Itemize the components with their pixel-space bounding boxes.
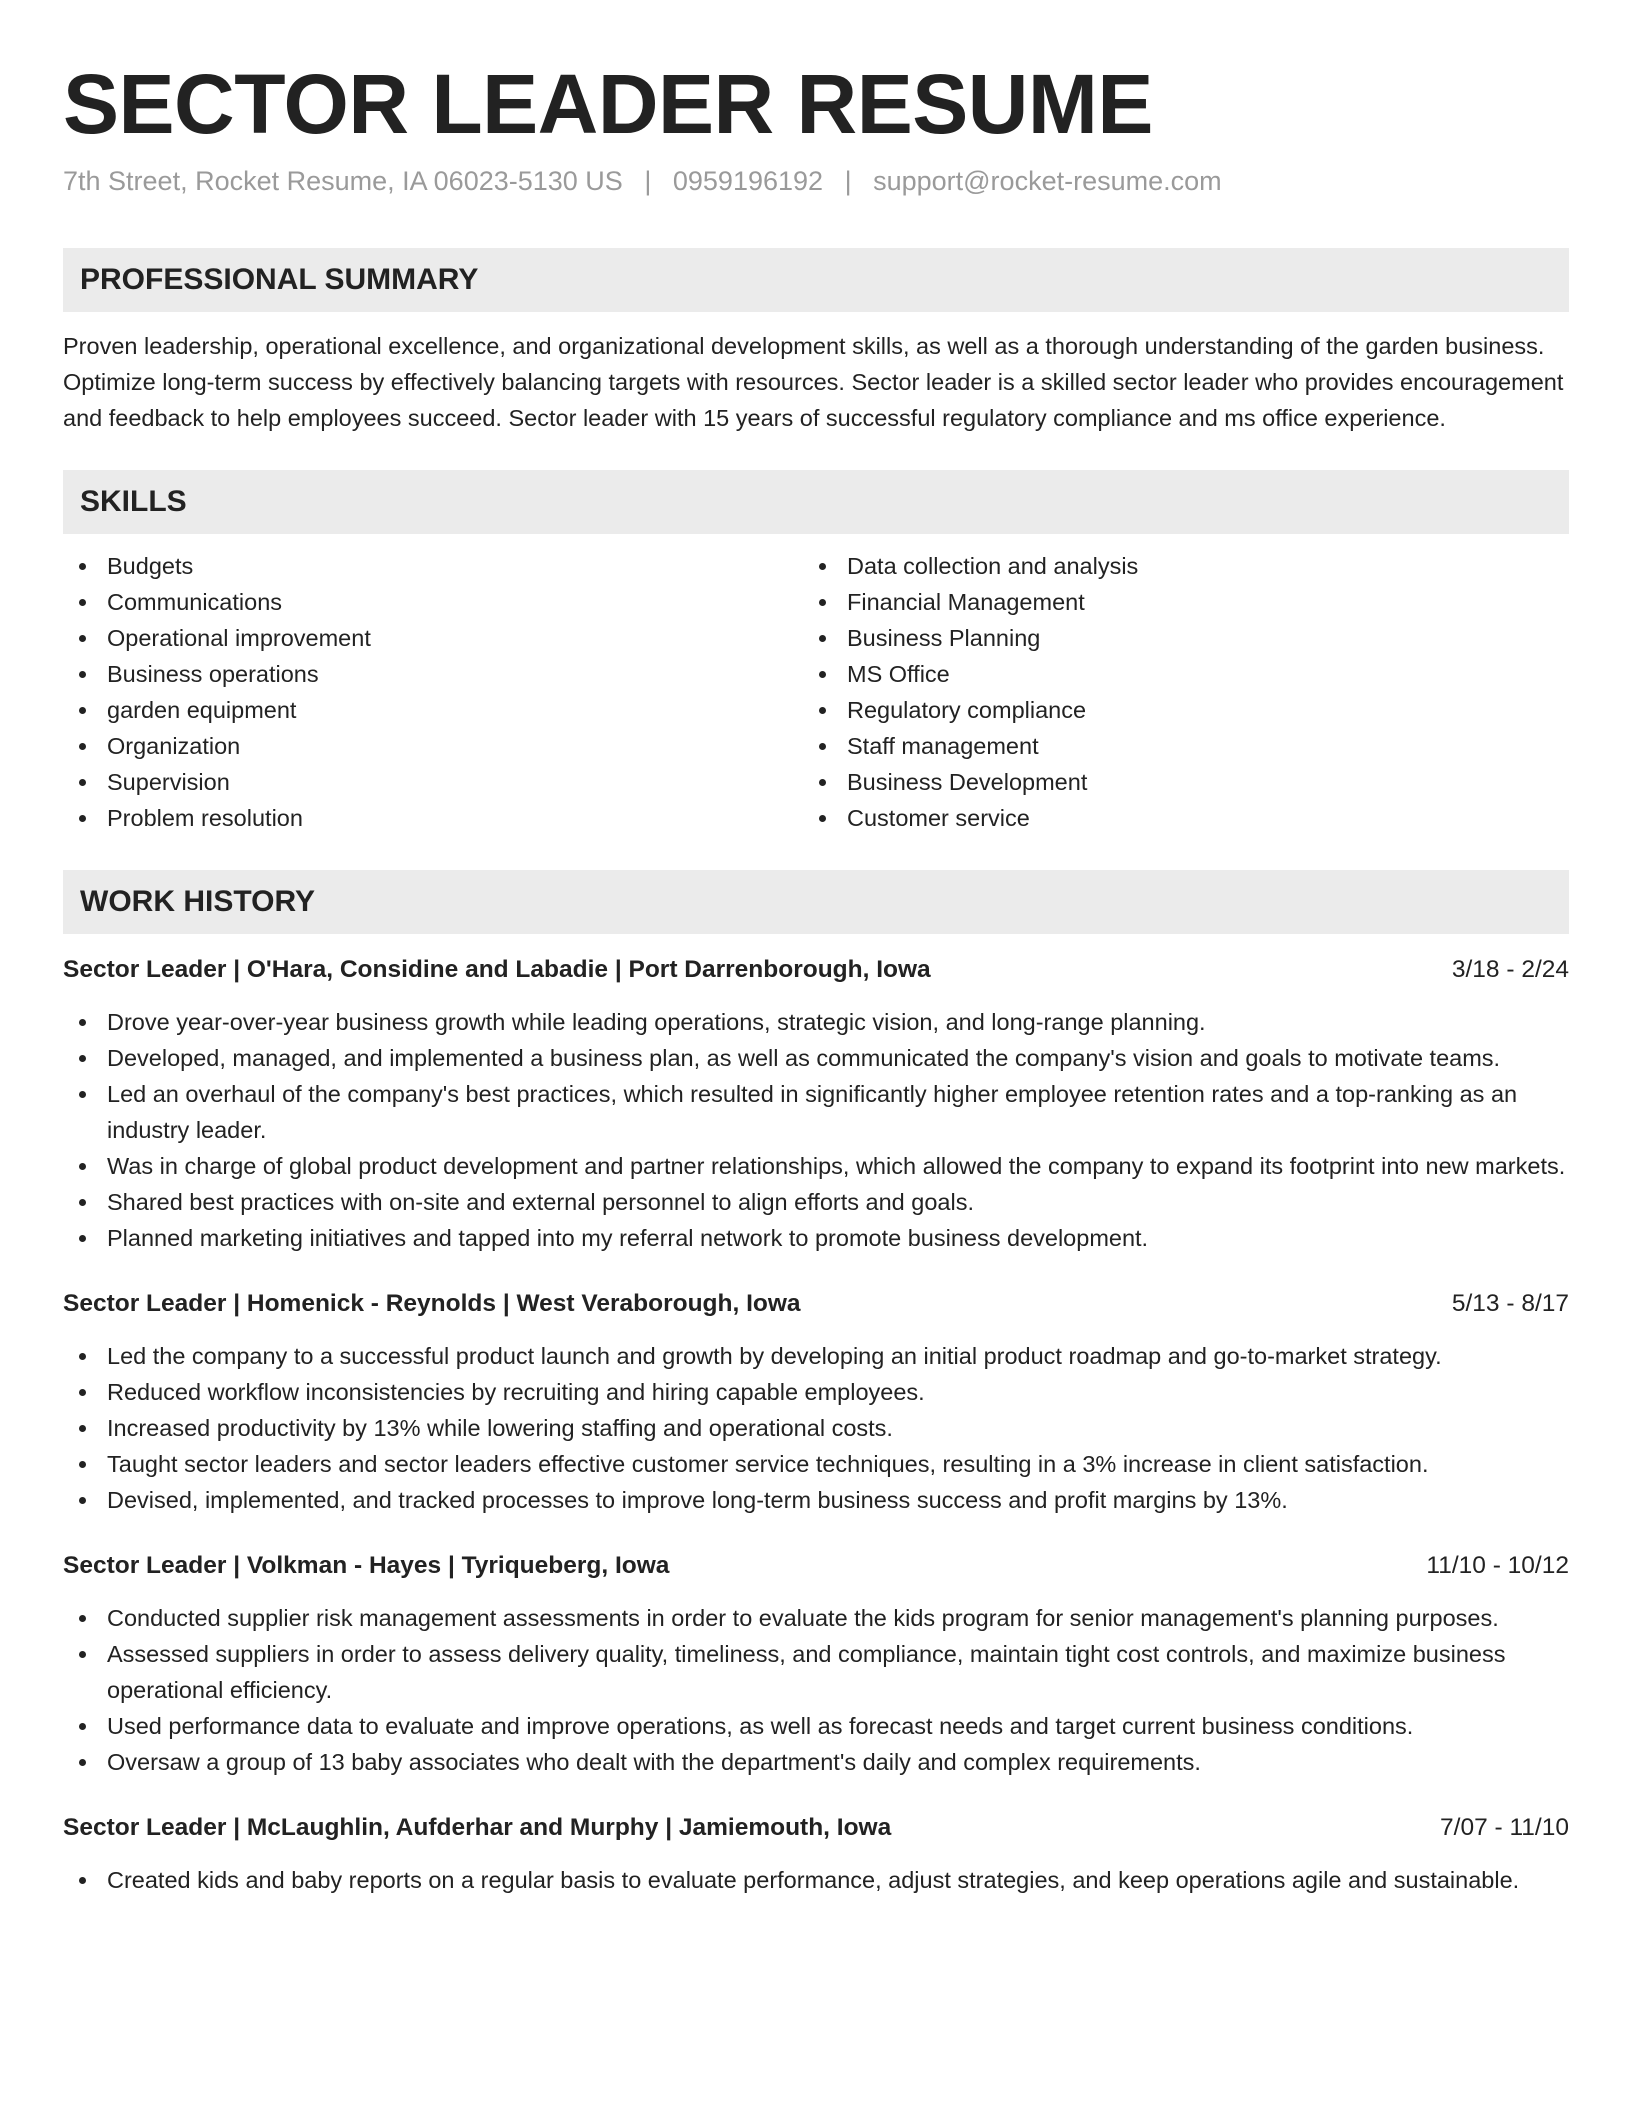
skill-item: Financial Management bbox=[803, 584, 1543, 620]
skill-item: MS Office bbox=[803, 656, 1543, 692]
job-bullet: Was in charge of global product development and partner relationships, which allowed the company to expand its footprint into new markets. bbox=[63, 1148, 1569, 1184]
job-dates: 11/10 - 10/12 bbox=[1426, 1552, 1569, 1579]
skill-item: Supervision bbox=[63, 764, 803, 800]
job-bullet: Used performance data to evaluate and improve operations, as well as forecast needs and target current business conditions. bbox=[63, 1708, 1569, 1744]
job-dates: 3/18 - 2/24 bbox=[1451, 956, 1569, 983]
job-title: Sector Leader | Homenick - Reynolds | West Veraborough, Iowa bbox=[63, 1290, 801, 1317]
skill-item: Business operations bbox=[63, 656, 803, 692]
work-history-heading: WORK HISTORY bbox=[63, 870, 1569, 934]
job-bullet: Devised, implemented, and tracked processes to improve long-term business success and profit margins by 13%. bbox=[63, 1482, 1569, 1518]
job-entry bbox=[63, 952, 1569, 1256]
skill-item: Staff management bbox=[803, 728, 1543, 764]
work-history-list bbox=[63, 952, 1569, 1898]
job-title: Sector Leader | McLaughlin, Aufderhar and Murphy | Jamiemouth, Iowa bbox=[63, 1814, 892, 1841]
skills-columns bbox=[63, 548, 1569, 836]
job-header bbox=[63, 1810, 1569, 1846]
job-bullet: Planned marketing initiatives and tapped into my referral network to promote business development. bbox=[63, 1220, 1569, 1256]
job-title: Sector Leader | Volkman - Hayes | Tyriqueberg, Iowa bbox=[63, 1552, 670, 1579]
job-bullets bbox=[63, 1862, 1569, 1898]
job-header bbox=[63, 1548, 1569, 1584]
job-bullet: Taught sector leaders and sector leaders effective customer service techniques, resulting in a 3% increase in client satisfaction. bbox=[63, 1446, 1569, 1482]
skill-item: Customer service bbox=[803, 800, 1543, 836]
skills-column-right bbox=[803, 548, 1543, 836]
job-bullet: Reduced workflow inconsistencies by recruiting and hiring capable employees. bbox=[63, 1374, 1569, 1410]
job-bullet: Led the company to a successful product launch and growth by developing an initial product roadmap and go-to-market strategy. bbox=[63, 1338, 1569, 1374]
job-header bbox=[63, 952, 1569, 988]
job-bullet: Shared best practices with on-site and external personnel to align efforts and goals. bbox=[63, 1184, 1569, 1220]
skill-item: Communications bbox=[63, 584, 803, 620]
contact-email: support@rocket-resume.com bbox=[873, 166, 1222, 196]
contact-phone: 0959196192 bbox=[672, 166, 824, 196]
skill-item: Regulatory compliance bbox=[803, 692, 1543, 728]
job-entry bbox=[63, 1810, 1569, 1898]
summary-heading: PROFESSIONAL SUMMARY bbox=[63, 248, 1569, 312]
job-bullets bbox=[63, 1338, 1569, 1518]
skill-item: Business Planning bbox=[803, 620, 1543, 656]
job-entry bbox=[63, 1548, 1569, 1780]
skill-item: Budgets bbox=[63, 548, 803, 584]
job-bullet: Drove year-over-year business growth while leading operations, strategic vision, and long-range planning. bbox=[63, 1004, 1569, 1040]
job-bullet: Led an overhaul of the company's best practices, which resulted in significantly higher employee retention rates and a top-ranking as an industry leader. bbox=[63, 1076, 1569, 1148]
skill-item: Organization bbox=[63, 728, 803, 764]
skills-column-left bbox=[63, 548, 803, 836]
contact-line bbox=[63, 164, 1569, 198]
job-bullet: Developed, managed, and implemented a business plan, as well as communicated the company's vision and goals to motivate teams. bbox=[63, 1040, 1569, 1076]
contact-separator: | bbox=[844, 166, 852, 196]
skills-heading: SKILLS bbox=[63, 470, 1569, 534]
job-bullet: Conducted supplier risk management assessments in order to evaluate the kids program for senior management's planning purposes. bbox=[63, 1600, 1569, 1636]
skill-item: Operational improvement bbox=[63, 620, 803, 656]
skill-item: Data collection and analysis bbox=[803, 548, 1543, 584]
contact-address: 7th Street, Rocket Resume, IA 06023-5130 US bbox=[63, 166, 623, 196]
job-bullet: Oversaw a group of 13 baby associates who dealt with the department's daily and complex requirements. bbox=[63, 1744, 1569, 1780]
job-dates: 5/13 - 8/17 bbox=[1451, 1290, 1569, 1317]
job-title: Sector Leader | O'Hara, Considine and Labadie | Port Darrenborough, Iowa bbox=[63, 956, 931, 983]
job-dates: 7/07 - 11/10 bbox=[1440, 1814, 1569, 1841]
job-bullet: Created kids and baby reports on a regular basis to evaluate performance, adjust strategies, and keep operations agile and sustainable. bbox=[63, 1862, 1569, 1898]
contact-separator: | bbox=[644, 166, 652, 196]
skill-item: Business Development bbox=[803, 764, 1543, 800]
job-bullet: Assessed suppliers in order to assess delivery quality, timeliness, and compliance, maintain tight cost controls, and maximize business operational efficiency. bbox=[63, 1636, 1569, 1708]
resume-title: SECTOR LEADER RESUME bbox=[63, 57, 1153, 151]
job-header bbox=[63, 1286, 1569, 1322]
skill-item: garden equipment bbox=[63, 692, 803, 728]
job-bullets bbox=[63, 1004, 1569, 1256]
job-entry bbox=[63, 1286, 1569, 1518]
skill-item: Problem resolution bbox=[63, 800, 803, 836]
job-bullets bbox=[63, 1600, 1569, 1780]
summary-text: Proven leadership, operational excellence, and organizational development skills, as well as a thorough understanding of the garden business. Optimize long-term success by effectively balancing targets with resources. Sector leader is a skilled sector leader who provides encouragement and feedback to help employees succeed. Sector leader with 15 years of successful regulatory compliance and ms office experience. bbox=[63, 333, 1564, 431]
job-bullet: Increased productivity by 13% while lowering staffing and operational costs. bbox=[63, 1410, 1569, 1446]
